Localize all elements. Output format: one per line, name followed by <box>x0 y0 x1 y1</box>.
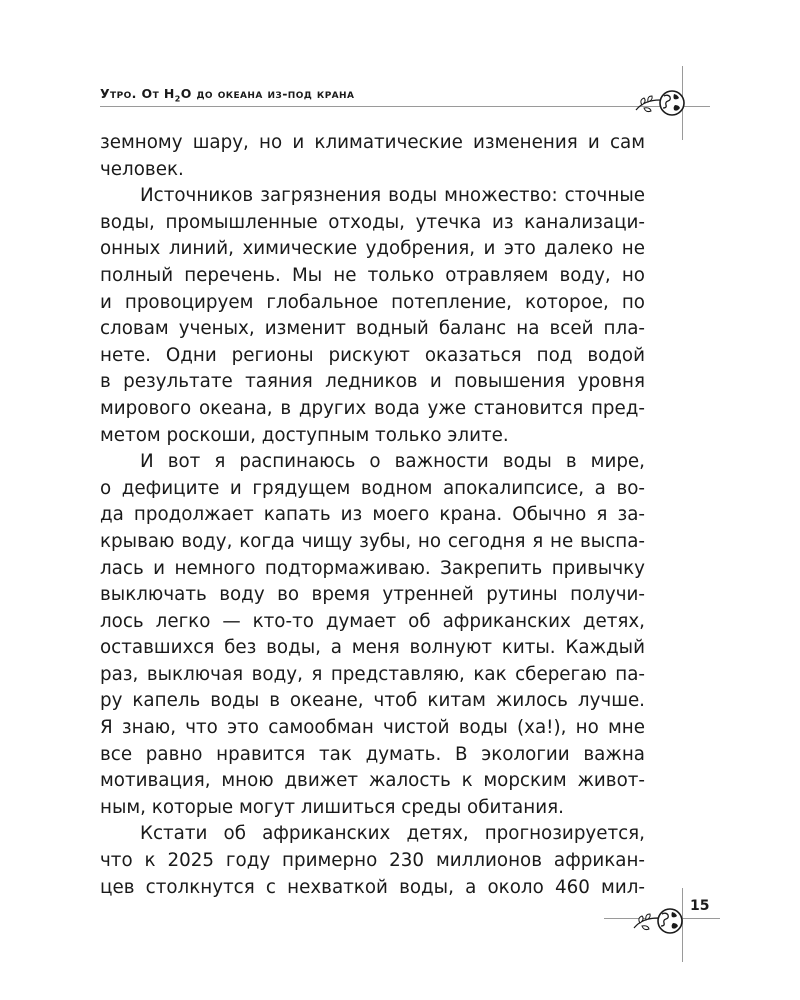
text-line: нете. Одни регионы рискуют оказаться под водой <box>100 344 645 366</box>
running-header <box>100 86 354 104</box>
text-line: земному шару, но и климатические изменения и сам <box>100 132 645 153</box>
text-line: словам ученых, изменит водный баланс на всей пла- <box>100 318 645 340</box>
text-line: цев столкнутся с нехваткой воды, а около 460 мил- <box>100 876 645 898</box>
globe-with-leaves-icon <box>630 904 690 938</box>
text-line: выключать воду во время утренней рутины получи- <box>100 584 645 606</box>
text-line: мирового океана, в других вода уже становится пред- <box>100 397 645 419</box>
text-line: раз, выключая воду, я представляю, как сберегаю па- <box>100 663 645 685</box>
globe-with-leaves-icon <box>632 86 692 120</box>
running-header-part1: От H <box>141 86 175 101</box>
body-text <box>100 130 645 901</box>
text-line: И вот я распинаюсь о важности воды в мире, <box>140 451 645 473</box>
text-line: человек. <box>100 158 184 180</box>
text-line: крываю воду, когда чищу зубы, но сегодня я не выспа- <box>100 530 645 552</box>
text-line: в результате таяния ледников и повышения уровня <box>100 371 645 393</box>
text-line: ным, которые могут лишиться среды обитания. <box>100 796 564 818</box>
text-line: Я знаю, что это самообман чистой воды (ха!), но мне <box>100 717 645 739</box>
text-line: Источников загрязнения воды множество: сточные <box>140 185 645 207</box>
header-rule <box>100 106 710 107</box>
text-line: метом роскоши, доступным только элите. <box>100 424 509 446</box>
text-line: полный перечень. Мы не только отравляем воду, но <box>100 264 645 286</box>
running-header-part2: O до океана из-под крана <box>180 86 355 101</box>
text-line: воды, промышленные отходы, утечка из канализаци- <box>100 211 645 233</box>
text-line: оставшихся без воды, а меня волнуют киты. Каждый <box>100 637 645 659</box>
text-line: мотивация, мною движет жалость к морским живот- <box>100 770 645 792</box>
text-line: Кстати об африканских детях, прогнозируется, <box>140 823 645 845</box>
text-line: о дефиците и грядущем водном апокалипсисе, а во- <box>100 477 645 499</box>
text-line: все равно нравится так думать. В экологии важна <box>100 743 645 765</box>
running-header-subscript: 2 <box>174 94 181 104</box>
text-line: лось легко — кто-то думает об африканских детях, <box>100 610 645 632</box>
text-line: и провоцируем глобальное потепление, которое, по <box>100 291 645 313</box>
text-line: онных линий, химические удобрения, и это далеко не <box>100 238 645 260</box>
page-number: 15 <box>690 898 710 914</box>
text-line: ру капель воды в океане, чтоб китам жилось лучше. <box>100 690 645 712</box>
text-line: да продолжает капать из моего крана. Обычно я за- <box>100 504 645 526</box>
text-line: лась и немного подтормаживаю. Закрепить привычку <box>100 557 645 579</box>
running-header-word: Утро. <box>100 86 137 101</box>
text-line: что к 2025 году примерно 230 миллионов африкан- <box>100 850 645 872</box>
